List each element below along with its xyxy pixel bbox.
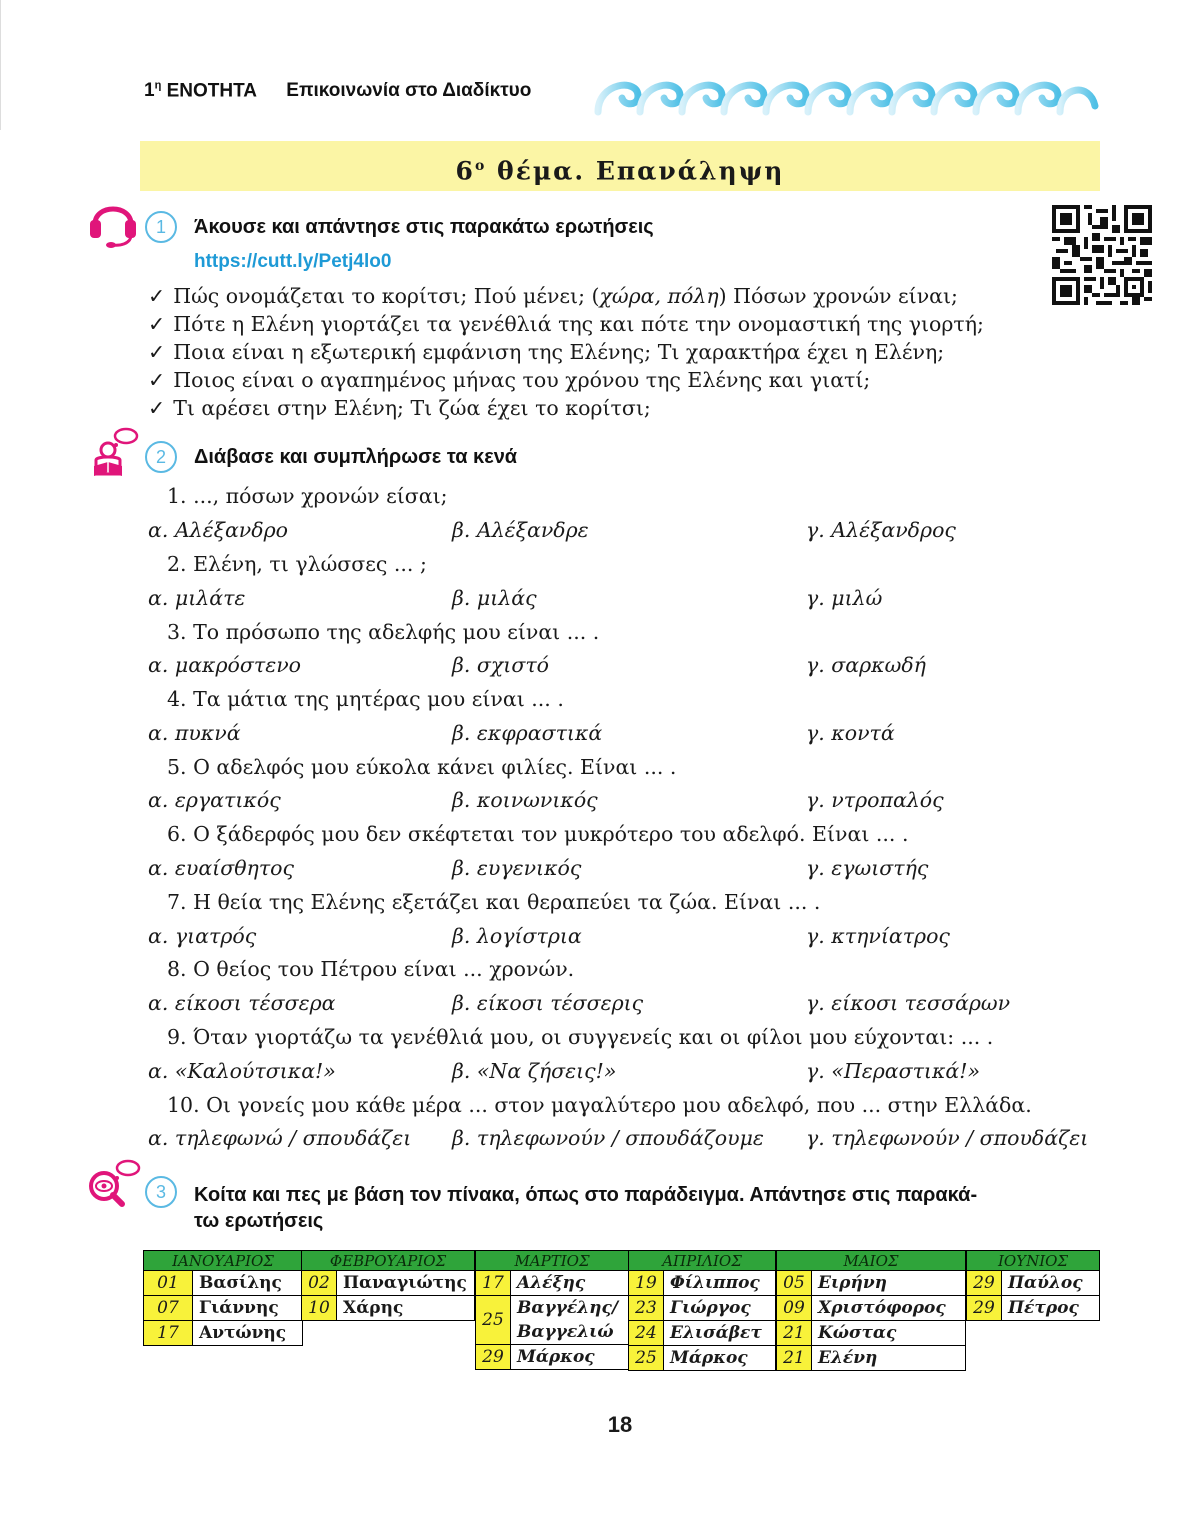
question-2: ✓ Πότε η Ελένη γιορτάζει τα γενέθλιά της και πότε την ονομαστική της γιορτή; bbox=[148, 312, 984, 336]
day-cell: 25 bbox=[629, 1346, 664, 1371]
option-a[interactable]: α. γιατρός bbox=[148, 924, 257, 948]
list-item: 9. Όταν γιορτάζω τα γενέθλιά μου, οι συγγενείς και οι φίλοι μου εύχονται: ... . bbox=[167, 1025, 994, 1049]
qr-code-icon[interactable] bbox=[1052, 205, 1152, 305]
day-cell: 17 bbox=[476, 1271, 511, 1296]
wave-ornament-icon bbox=[590, 72, 1100, 116]
option-b[interactable]: β. τηλεφωνούν / σπουδάζουμε bbox=[452, 1126, 764, 1150]
section-1-number: 1 bbox=[145, 211, 177, 243]
list-item: 1. ..., πόσων χρονών είσαι; bbox=[167, 484, 448, 508]
month-header: ΜΑΡΤΙΟΣ bbox=[476, 1251, 629, 1271]
name-cell: Βασίλης bbox=[193, 1271, 303, 1296]
section-1-heading: Άκουσε και απάντησε στις παρακάτω ερωτήσεις bbox=[194, 216, 654, 238]
name-cell: Παναγιώτης bbox=[337, 1271, 475, 1296]
day-cell: 19 bbox=[629, 1271, 664, 1296]
day-cell: 29 bbox=[967, 1296, 1002, 1321]
check-icon: ✓ bbox=[148, 368, 166, 392]
name-days-may bbox=[776, 1250, 966, 1371]
day-cell: 21 bbox=[777, 1321, 812, 1346]
list-item: 2. Ελένη, τι γλώσσες ... ; bbox=[167, 552, 427, 576]
month-header: ΜΑΙΟΣ bbox=[777, 1251, 966, 1271]
name-cell: Ελένη bbox=[812, 1346, 966, 1371]
check-icon: ✓ bbox=[148, 340, 166, 364]
name-days-june bbox=[966, 1250, 1100, 1321]
page-number: 18 bbox=[607, 1412, 633, 1437]
month-header: ΙΟΥΝΙΟΣ bbox=[967, 1251, 1100, 1271]
option-a[interactable]: α. «Καλούτσικα!» bbox=[148, 1059, 336, 1083]
option-a[interactable]: α. Αλέξανδρο bbox=[148, 518, 289, 542]
option-b[interactable]: β. «Να ζήσεις!» bbox=[452, 1059, 617, 1083]
question-1: ✓ Πώς ονομάζεται το κορίτσι; Πού μένει; (χώρα, πόλη) Πόσων χρονών είναι; bbox=[148, 284, 958, 308]
page-title: $6^o$ θέμα. Επανάληψη bbox=[455, 156, 785, 186]
section-3-heading: Κοίτα και πες με βάση τον πίνακα, όπως στο παράδειγμα. Απάντησε στις παρακά- τω ερωτήσεις bbox=[194, 1184, 978, 1232]
day-cell: 02 bbox=[302, 1271, 337, 1296]
magnifier-eye-icon bbox=[86, 1158, 142, 1208]
day-cell: 29 bbox=[967, 1271, 1002, 1296]
day-cell: 10 bbox=[302, 1296, 337, 1321]
question-5: ✓ Τι αρέσει στην Ελένη; Τι ζώα έχει το κορίτσι; bbox=[148, 396, 651, 420]
option-c[interactable]: γ. εγωιστής bbox=[806, 856, 929, 880]
option-b[interactable]: β. κοινωνικός bbox=[452, 788, 598, 812]
option-b[interactable]: β. είκοσι τέσσερις bbox=[452, 991, 644, 1015]
name-cell: Χάρης bbox=[337, 1296, 475, 1321]
name-cell: Βαγγέλης/ bbox=[511, 1296, 629, 1321]
name-cell: Φίλιππος bbox=[664, 1271, 776, 1296]
name-days-january bbox=[143, 1250, 303, 1346]
list-item: 5. Ο αδελφός μου εύκολα κάνει φιλίες. Είναι ... . bbox=[167, 755, 677, 779]
option-a[interactable]: α. τηλεφωνώ / σπουδάζει bbox=[148, 1126, 412, 1150]
chapter-number: $1^\eta$ bbox=[144, 80, 162, 102]
day-cell: 09 bbox=[777, 1296, 812, 1321]
day-cell: 24 bbox=[629, 1321, 664, 1346]
day-cell: 29 bbox=[476, 1345, 511, 1370]
section-2-number: 2 bbox=[145, 441, 177, 473]
day-cell: 23 bbox=[629, 1296, 664, 1321]
option-c[interactable]: γ. σαρκωδή bbox=[806, 653, 926, 677]
option-c[interactable]: γ. κτηνίατρος bbox=[806, 924, 950, 948]
question-4: ✓ Ποιος είναι ο αγαπημένος μήνας του χρόνου της Ελένης και γιατί; bbox=[148, 368, 871, 392]
check-icon: ✓ bbox=[148, 284, 166, 308]
option-a[interactable]: α. πυκνά bbox=[148, 721, 241, 745]
day-cell: 17 bbox=[144, 1321, 193, 1346]
option-c[interactable]: γ. είκοσι τεσσάρων bbox=[806, 991, 1011, 1015]
name-days-february bbox=[301, 1250, 475, 1321]
option-c[interactable]: γ. Αλέξανδρος bbox=[806, 518, 956, 542]
name-cell: Χριστόφορος bbox=[812, 1296, 966, 1321]
reading-person-icon bbox=[90, 426, 140, 478]
option-b[interactable]: β. λογίστρια bbox=[452, 924, 582, 948]
check-icon: ✓ bbox=[148, 312, 166, 336]
name-cell: Αλέξης bbox=[511, 1271, 629, 1296]
option-c[interactable]: γ. κοντά bbox=[806, 721, 895, 745]
option-a[interactable]: α. ευαίσθητος bbox=[148, 856, 295, 880]
name-cell: Μάρκος bbox=[511, 1345, 629, 1370]
option-a[interactable]: α. μακρόστενο bbox=[148, 653, 302, 677]
section-2-heading: Διάβασε και συμπλήρωσε τα κενά bbox=[194, 446, 518, 468]
list-item: 3. Το πρόσωπο της αδελφής μου είναι ... . bbox=[167, 620, 600, 644]
list-item: 6. Ο ξάδερφός μου δεν σκέφτεται τον μυκρότερο του αδελφό. Είναι ... . bbox=[167, 822, 909, 846]
option-a[interactable]: α. είκοσι τέσσερα bbox=[148, 991, 336, 1015]
month-header: ΙΑΝΟΥΑΡΙΟΣ bbox=[144, 1251, 303, 1271]
day-cell: 05 bbox=[777, 1271, 812, 1296]
list-item: 7. Η θεία της Ελένης εξετάζει και θεραπεύει τα ζώα. Είναι ... . bbox=[167, 890, 821, 914]
title-bar bbox=[140, 141, 1100, 191]
name-cell: Αντώνης bbox=[193, 1321, 303, 1346]
list-item: 4. Τα μάτια της μητέρας μου είναι ... . bbox=[167, 687, 564, 711]
headphones-icon bbox=[86, 194, 140, 248]
option-c[interactable]: γ. τηλεφωνούν / σπουδάζει bbox=[806, 1126, 1089, 1150]
name-cell: Ειρήνη bbox=[812, 1271, 966, 1296]
list-item: 8. Ο θείος του Πέτρου είναι ... χρονών. bbox=[167, 957, 575, 981]
day-cell: 21 bbox=[777, 1346, 812, 1371]
day-cell: 07 bbox=[144, 1296, 193, 1321]
option-b[interactable]: β. εκφραστικά bbox=[452, 721, 603, 745]
option-c[interactable]: γ. «Περαστικά!» bbox=[806, 1059, 981, 1083]
month-header: ΦΕΒΡΟΥΑΡΙΟΣ bbox=[302, 1251, 475, 1271]
name-days-april bbox=[628, 1250, 776, 1371]
option-b[interactable]: β. σχιστό bbox=[452, 653, 550, 677]
name-cell: Βαγγελιώ bbox=[511, 1320, 629, 1345]
check-icon: ✓ bbox=[148, 396, 166, 420]
option-a[interactable]: α. εργατικός bbox=[148, 788, 281, 812]
option-b[interactable]: β. Αλέξανδρε bbox=[452, 518, 589, 542]
name-cell: Πέτρος bbox=[1002, 1296, 1100, 1321]
name-cell: Κώστας bbox=[812, 1321, 966, 1346]
day-cell: 01 bbox=[144, 1271, 193, 1296]
name-days-march bbox=[475, 1250, 629, 1370]
option-b[interactable]: β. μιλάς bbox=[452, 586, 537, 610]
question-3: ✓ Ποια είναι η εξωτερική εμφάνιση της Ελένης; Τι χαρακτήρα έχει η Ελένη; bbox=[148, 340, 945, 364]
chapter-title: Επικοινωνία στο Διαδίκτυο bbox=[286, 80, 532, 102]
option-a[interactable]: α. μιλάτε bbox=[148, 586, 246, 610]
section-3-number: 3 bbox=[145, 1176, 177, 1208]
name-cell: Μάρκος bbox=[664, 1346, 776, 1371]
name-cell: Ελισάβετ bbox=[664, 1321, 776, 1346]
day-cell: 25 bbox=[476, 1296, 511, 1345]
page-edge bbox=[0, 0, 1, 130]
month-header: ΑΠΡΙΛΙΟΣ bbox=[629, 1251, 776, 1271]
name-cell: Γιώργος bbox=[664, 1296, 776, 1321]
name-cell: Παύλος bbox=[1002, 1271, 1100, 1296]
chapter-word: ΕΝΟΤΗΤΑ bbox=[166, 80, 258, 102]
chapter-header bbox=[144, 80, 531, 102]
option-b[interactable]: β. ευγενικός bbox=[452, 856, 582, 880]
option-c[interactable]: γ. μιλώ bbox=[806, 586, 883, 610]
audio-link[interactable]: https://cutt.ly/Petj4lo0 bbox=[194, 251, 392, 272]
option-c[interactable]: γ. ντροπαλός bbox=[806, 788, 944, 812]
name-cell: Γιάννης bbox=[193, 1296, 303, 1321]
list-item: 10. Οι γονείς μου κάθε μέρα ... στον μαγαλύτερο μου αδελφό, που ... στην Ελλάδα. bbox=[167, 1093, 1032, 1117]
